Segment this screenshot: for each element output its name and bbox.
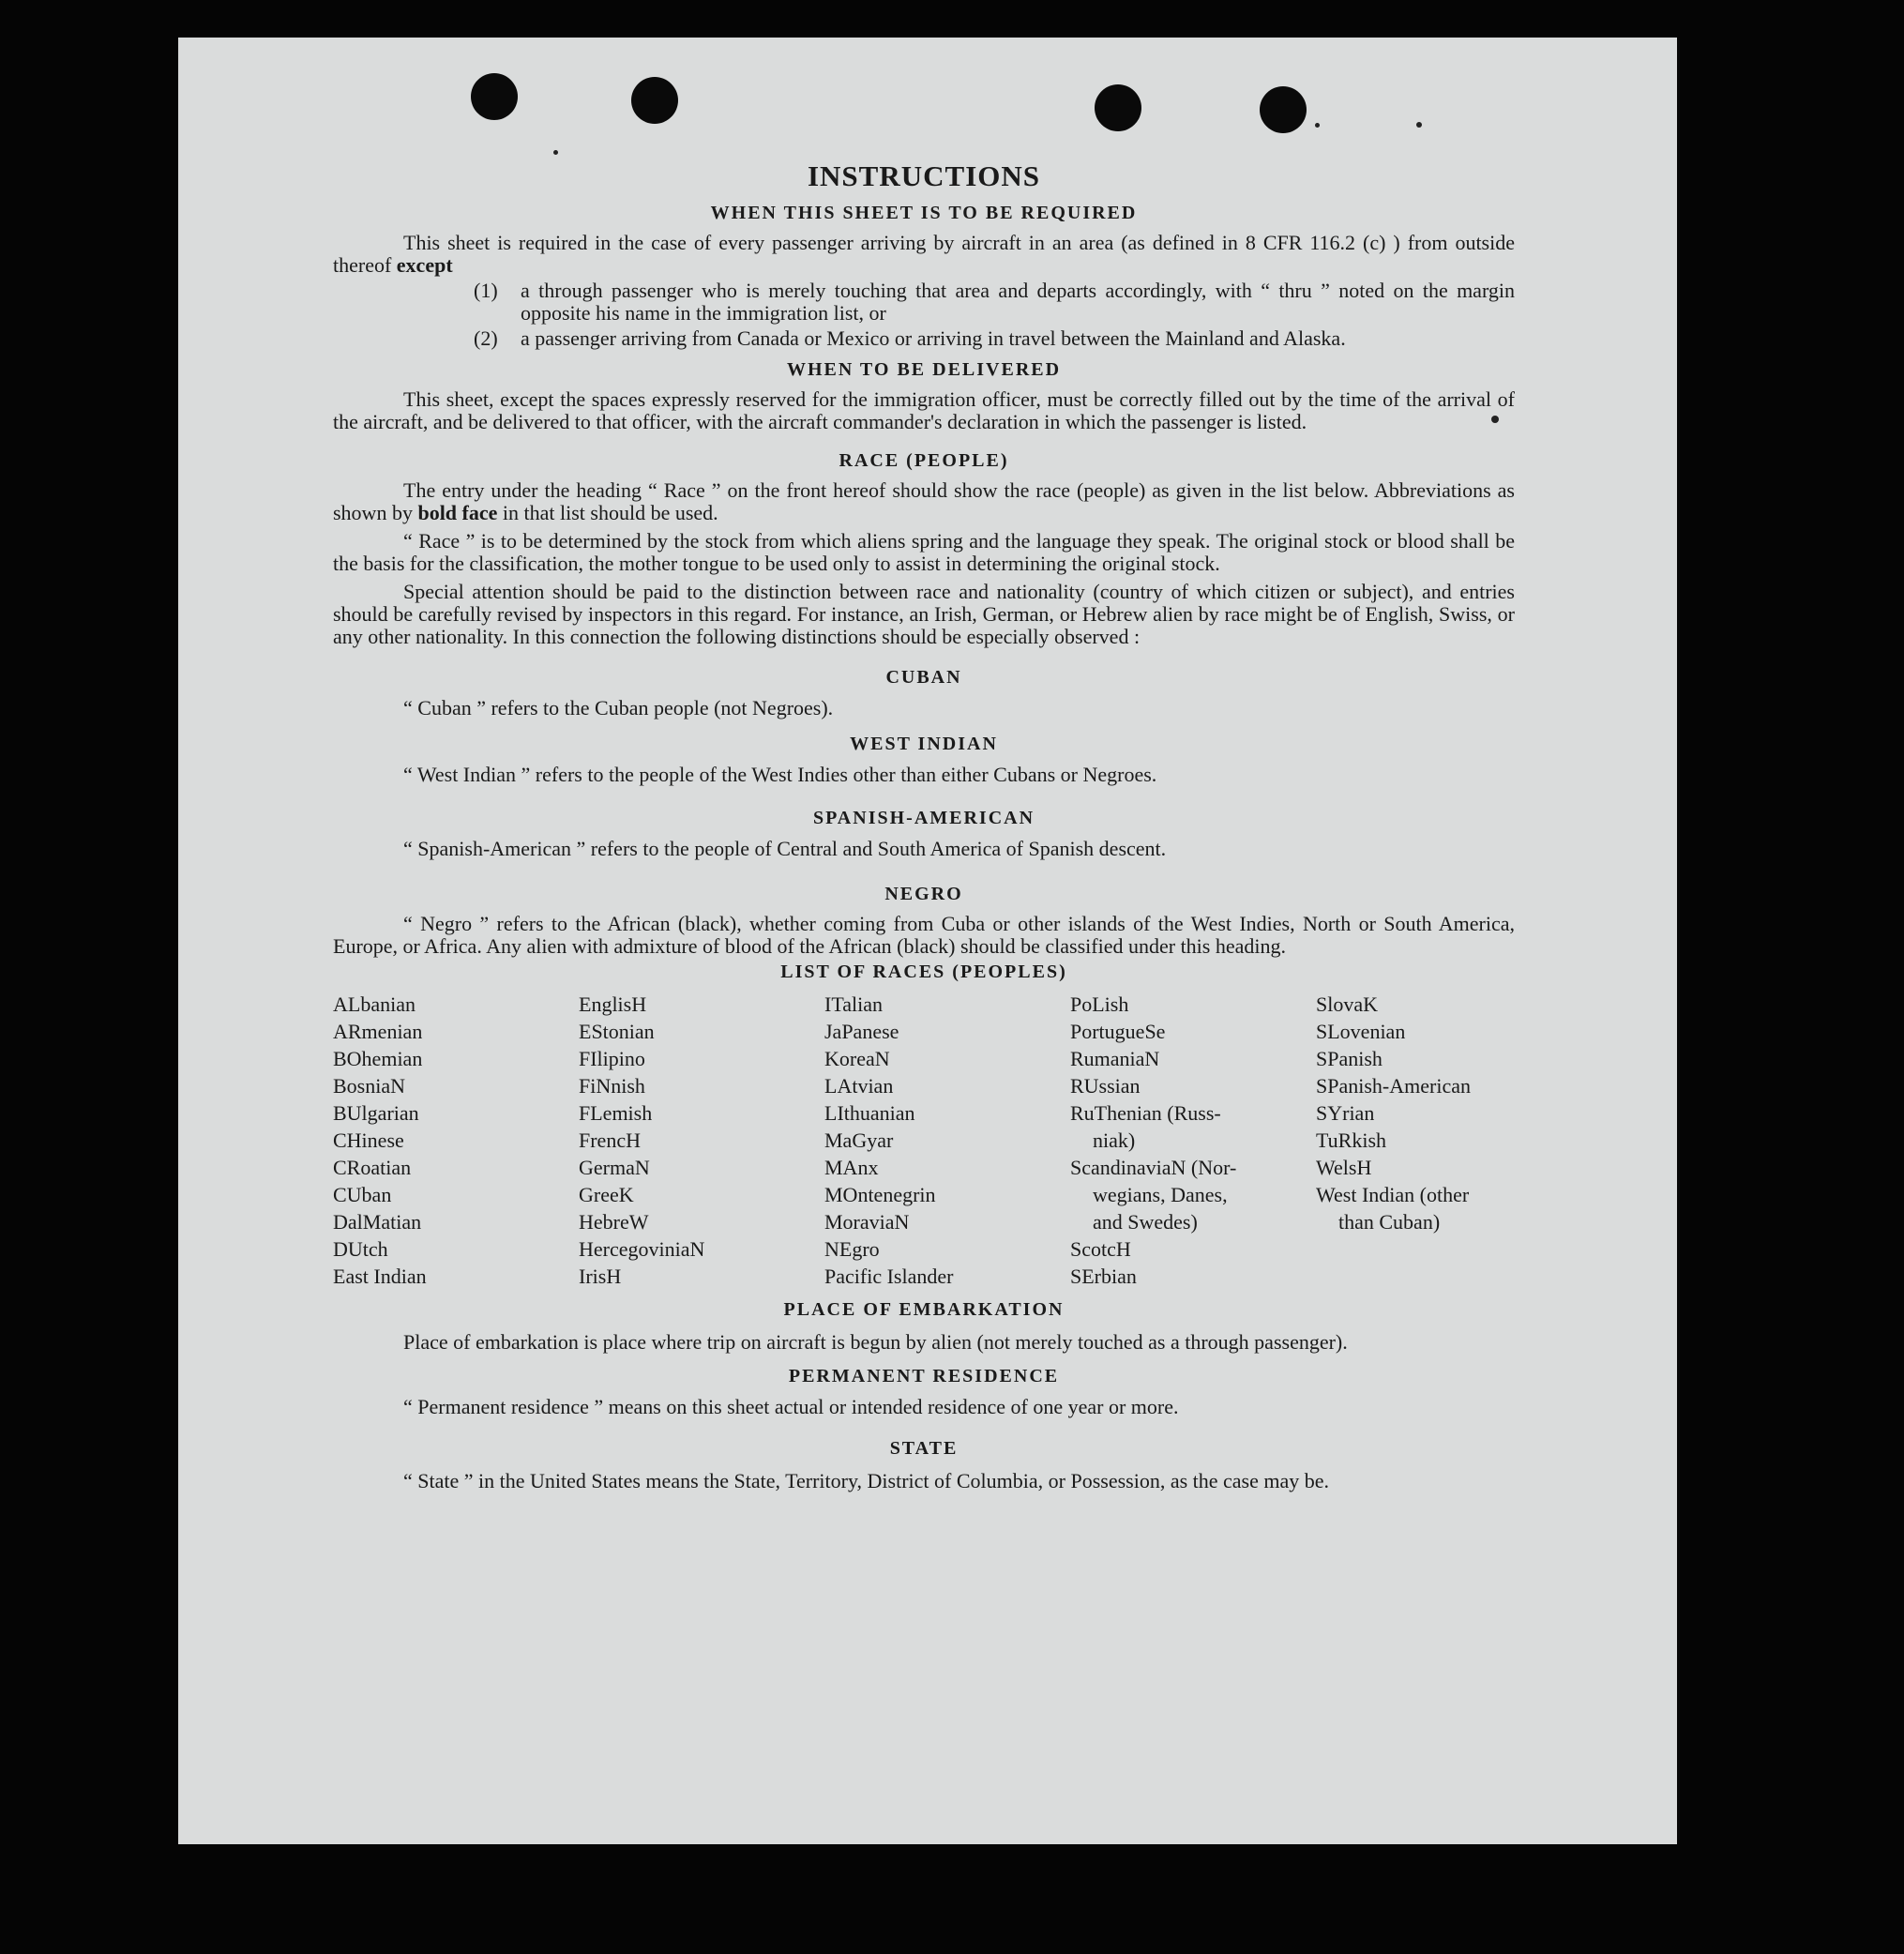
- race-entry: RuThenian (Russ-: [1070, 1101, 1221, 1125]
- race-paragraph-1: The entry under the heading “ Race ” on the front hereof should show the race (people) as given in the list below. Abbreviations as shown by bold face in that list should be used.: [333, 478, 1515, 524]
- west-indian-definition: “ West Indian ” refers to the people of the West Indies other than either Cubans or Negroes.: [403, 763, 1157, 786]
- heading-state: STATE: [889, 1438, 959, 1459]
- race-entry: ITalian: [824, 992, 883, 1016]
- dust-speck: [1315, 123, 1320, 128]
- race-entry: JaPanese: [824, 1020, 899, 1043]
- list-item: (2) a passenger arriving from Canada or Mexico or arriving in travel between the Mainland and Alaska.: [474, 326, 1346, 350]
- spanish-american-definition: “ Spanish-American ” refers to the people of Central and South America of Spanish descent.: [403, 837, 1167, 860]
- race-entry: SLovenian: [1316, 1020, 1406, 1043]
- race-entry: BOhemian: [333, 1047, 423, 1070]
- list-item: (1) a through passenger who is merely touching that area and departs accordingly, with “ thru ” noted on the margin opposite his name in the immigration list, or: [474, 279, 1515, 325]
- heading-negro: NEGRO: [884, 884, 963, 904]
- race-entry: EStonian: [579, 1020, 655, 1043]
- punch-hole: [1095, 84, 1141, 131]
- race-entry-continued: wegians, Danes,: [1093, 1183, 1228, 1206]
- races-column: [824, 991, 1070, 1290]
- race-entry-continued: than Cuban): [1338, 1210, 1441, 1234]
- delivered-text: This sheet, except the spaces expressly reserved for the immigration officer, must be correctly filled out by the time of the arrival of the aircraft, and be delivered to that officer, with the aircraft commander's declaration in which the passenger is listed.: [333, 387, 1515, 433]
- races-column: [579, 991, 824, 1290]
- race-entry: LIthuanian: [824, 1101, 915, 1125]
- race-entry: ScotcH: [1070, 1237, 1131, 1261]
- race-entry: GermaN: [579, 1156, 650, 1179]
- race-entry: CHinese: [333, 1128, 404, 1152]
- document-sheet: [178, 38, 1677, 1844]
- race-entry: NEgro: [824, 1237, 880, 1261]
- race-entry: ALbanian: [333, 992, 416, 1016]
- negro-definition: “ Negro ” refers to the African (black), whether coming from Cuba or other islands of the West Indies, North or South America, Europe, or Africa. Any alien with admixture of blood of the African (black) should be classified under this heading.: [333, 912, 1515, 958]
- race-paragraph-2: “ Race ” is to be determined by the stock from which aliens spring and the language they speak. The original stock or blood shall be the basis for the classification, the mother tongue to be used only to assist in determining the original stock.: [333, 529, 1515, 575]
- race-entry: DUtch: [333, 1237, 388, 1261]
- races-table: [333, 991, 1515, 1290]
- race-entry: MAnx: [824, 1156, 879, 1179]
- heading-race: RACE (PEOPLE): [839, 450, 1009, 471]
- race-entry: CUban: [333, 1183, 392, 1206]
- punch-hole: [631, 77, 678, 124]
- race-entry-continued: and Swedes): [1093, 1210, 1198, 1234]
- race-entry: West Indian (other: [1316, 1183, 1470, 1206]
- race-entry: SErbian: [1070, 1265, 1137, 1288]
- race-entry: EnglisH: [579, 992, 647, 1016]
- punch-hole: [1260, 86, 1307, 133]
- race-entry: East Indian: [333, 1265, 427, 1288]
- race-entry: FLemish: [579, 1101, 653, 1125]
- race-entry: MaGyar: [824, 1128, 894, 1152]
- required-intro: This sheet is required in the case of every passenger arriving by aircraft in an area (as defined in 8 CFR 116.2 (c) ) from outside thereof except: [333, 231, 1515, 277]
- heading-residence: PERMANENT RESIDENCE: [788, 1366, 1060, 1386]
- race-entry: IrisH: [579, 1265, 622, 1288]
- state-definition: “ State ” in the United States means the State, Territory, District of Columbia, or Possession, as the case may be.: [403, 1469, 1330, 1492]
- punch-hole: [471, 73, 518, 120]
- race-entry: MoraviaN: [824, 1210, 910, 1234]
- race-entry: HercegoviniaN: [579, 1237, 705, 1261]
- race-entry: FiNnish: [579, 1074, 645, 1098]
- heading-required: WHEN THIS SHEET IS TO BE REQUIRED: [710, 203, 1138, 223]
- race-entry: BUlgarian: [333, 1101, 419, 1125]
- race-entry: CRoatian: [333, 1156, 412, 1179]
- instructions-body: [333, 159, 1515, 1495]
- race-entry: MOntenegrin: [824, 1183, 936, 1206]
- race-entry: ARmenian: [333, 1020, 423, 1043]
- race-entry: GreeK: [579, 1183, 634, 1206]
- heading-west-indian: WEST INDIAN: [850, 734, 998, 754]
- page-title: INSTRUCTIONS: [807, 159, 1040, 192]
- race-entry: SlovaK: [1316, 992, 1378, 1016]
- race-paragraph-3: Special attention should be paid to the distinction between race and nationality (country of which citizen or subject), and entries should be carefully revised by inspectors in this regard. For instance, an Irish, German, or Hebrew alien by race might be of English, Swiss, or any other nationality. In this connection the following distinctions should be especially observed :: [333, 580, 1515, 648]
- race-entry: ScandinaviaN (Nor-: [1070, 1156, 1237, 1179]
- race-entry: KoreaN: [824, 1047, 890, 1070]
- heading-cuban: CUBAN: [885, 667, 962, 688]
- races-column: [1316, 991, 1550, 1290]
- race-entry: DalMatian: [333, 1210, 422, 1234]
- race-entry: SPanish-American: [1316, 1074, 1471, 1098]
- race-entry: HebreW: [579, 1210, 649, 1234]
- race-entry-continued: niak): [1093, 1128, 1136, 1152]
- embarkation-definition: Place of embarkation is place where trip on aircraft is begun by alien (not merely touched as a through passenger).: [403, 1330, 1348, 1354]
- race-entry: RumaniaN: [1070, 1047, 1160, 1070]
- races-column: [333, 991, 579, 1290]
- race-entry: TuRkish: [1316, 1128, 1387, 1152]
- race-entry: SYrian: [1316, 1101, 1375, 1125]
- dust-speck: [553, 150, 558, 155]
- race-entry: RUssian: [1070, 1074, 1141, 1098]
- race-entry: Pacific Islander: [824, 1265, 954, 1288]
- race-entry: WelsH: [1316, 1156, 1372, 1179]
- races-column: [1070, 991, 1316, 1290]
- race-entry: LAtvian: [824, 1074, 894, 1098]
- heading-delivered: WHEN TO BE DELIVERED: [786, 359, 1062, 380]
- race-entry: SPanish: [1316, 1047, 1383, 1070]
- race-entry: PoLish: [1070, 992, 1129, 1016]
- cuban-definition: “ Cuban ” refers to the Cuban people (not Negroes).: [403, 696, 834, 719]
- heading-spanish-american: SPANISH-AMERICAN: [812, 808, 1035, 828]
- residence-definition: “ Permanent residence ” means on this sheet actual or intended residence of one year or more.: [403, 1395, 1179, 1418]
- heading-embarkation: PLACE OF EMBARKATION: [783, 1299, 1065, 1320]
- race-entry: FrencH: [579, 1128, 641, 1152]
- race-entry: FIlipino: [579, 1047, 645, 1070]
- dust-speck: [1416, 122, 1422, 128]
- race-entry: PortugueSe: [1070, 1020, 1166, 1043]
- race-entry: BosniaN: [333, 1074, 405, 1098]
- heading-races-list: LIST OF RACES (PEOPLES): [780, 962, 1067, 982]
